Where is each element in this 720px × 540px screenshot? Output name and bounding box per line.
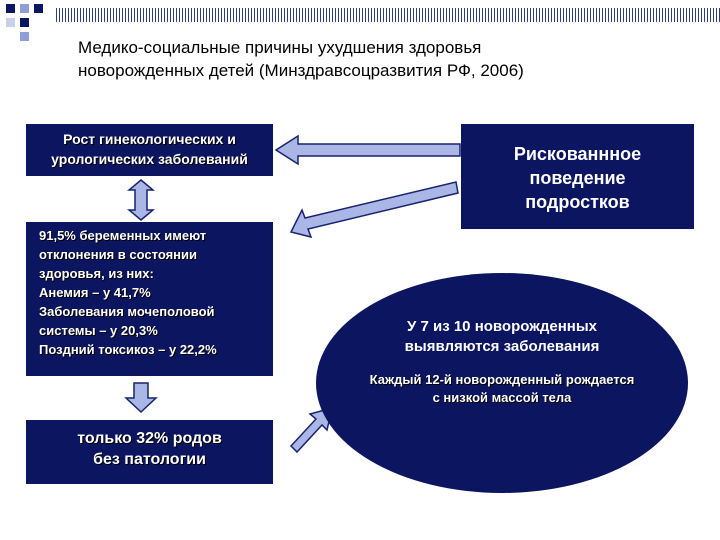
double-arrow-icon bbox=[129, 180, 153, 220]
ellipse-line: с низкой массой тела bbox=[432, 390, 572, 405]
gynecological-growth-box bbox=[26, 124, 273, 176]
risky-behavior-box bbox=[461, 124, 694, 229]
ellipse-line: У 7 из 10 новорожденных bbox=[406, 318, 597, 335]
box-line: 91,5% беременных имеют bbox=[39, 228, 207, 243]
box-line: Заболевания мочеполовой bbox=[39, 304, 215, 319]
box-line: Анемия – у 41,7% bbox=[39, 285, 151, 300]
box-line: системы – у 20,3% bbox=[39, 323, 158, 338]
pregnancy-stats-box bbox=[26, 222, 273, 376]
box-line: Рискованнное bbox=[513, 144, 642, 164]
box-line: Рост гинекологических и bbox=[63, 131, 236, 147]
newborn-diseases-ellipse bbox=[316, 273, 688, 493]
arrow-down-icon bbox=[126, 383, 156, 412]
box-line: урологических заболеваний bbox=[51, 151, 248, 167]
box-line: только 32% родов bbox=[77, 430, 222, 447]
normal-births-box bbox=[26, 420, 273, 484]
box-line: здоровья, из них: bbox=[39, 266, 154, 281]
ellipse-line: Каждый 12-й новорожденный рождается bbox=[369, 372, 635, 387]
box-line: без патологии bbox=[93, 451, 206, 468]
box-line: Поздний токсикоз – у 22,2% bbox=[39, 342, 217, 357]
title-line: новорожденных детей (Минздравсоцразвития РФ, 2006) bbox=[78, 61, 524, 80]
arrow-diagonal-icon bbox=[291, 182, 458, 237]
box-line: поведение bbox=[529, 168, 626, 188]
box-line: подростков bbox=[525, 192, 630, 212]
box-line: отклонения в состоянии bbox=[39, 247, 198, 262]
ellipse-line: выявляются заболевания bbox=[404, 338, 600, 355]
arrow-left-icon bbox=[276, 136, 460, 164]
title-line: Медико-социальные причины ухудшения здоровья bbox=[78, 38, 482, 57]
